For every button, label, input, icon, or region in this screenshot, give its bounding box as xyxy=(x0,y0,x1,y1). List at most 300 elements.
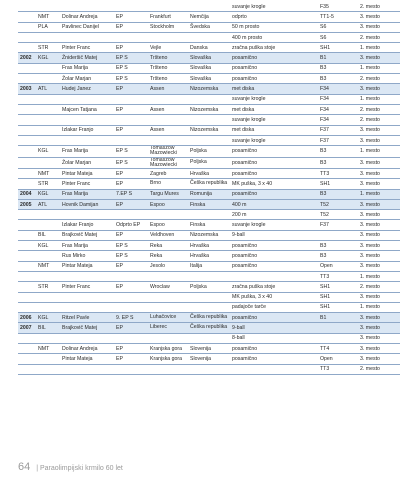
city-cell xyxy=(148,135,188,145)
name-cell: Fras Marija xyxy=(60,146,114,157)
event-cell xyxy=(114,364,148,374)
club-cell: PLA xyxy=(36,22,60,32)
results-table xyxy=(18,2,400,375)
discipline-cell: posamično xyxy=(230,53,318,63)
country-cell: Češka republika xyxy=(188,179,230,189)
class-cell: TT3 xyxy=(318,271,358,281)
event-cell xyxy=(114,271,148,281)
city-cell: Reka xyxy=(148,251,188,261)
club-cell xyxy=(36,157,60,168)
country-cell xyxy=(188,2,230,12)
city-cell: Tršteno xyxy=(148,53,188,63)
city-cell: Assen xyxy=(148,104,188,114)
city-cell xyxy=(148,32,188,42)
name-cell: Dolinar Andreja xyxy=(60,12,114,22)
club-cell: NMT xyxy=(36,261,60,271)
name-cell: Izlakar Franjo xyxy=(60,125,114,135)
country-cell: Slovenija xyxy=(188,354,230,364)
year-cell xyxy=(18,292,36,302)
city-cell: Stockholm xyxy=(148,22,188,32)
place-cell: 3. mesto xyxy=(358,354,400,364)
year-cell xyxy=(18,282,36,292)
place-cell: 3. mesto xyxy=(358,22,400,32)
city-cell: Tršteno xyxy=(148,74,188,84)
event-cell: EP xyxy=(114,323,148,333)
country-cell xyxy=(188,32,230,42)
name-cell xyxy=(60,271,114,281)
name-cell: Brajkovič Matej xyxy=(60,323,114,333)
name-cell: Pintar Mateja xyxy=(60,354,114,364)
discipline-cell: posamično xyxy=(230,354,318,364)
name-cell: Fras Marija xyxy=(60,189,114,199)
name-cell: Pinter Franc xyxy=(60,179,114,189)
year-cell xyxy=(18,261,36,271)
place-cell: 3. mesto xyxy=(358,241,400,251)
name-cell: Pinter Franc xyxy=(60,43,114,53)
city-cell: Tomaszów Mazowiecki xyxy=(148,157,188,168)
table-row xyxy=(18,282,400,292)
table-row xyxy=(18,125,400,135)
city-cell: Luhačovice xyxy=(148,313,188,323)
year-cell xyxy=(18,146,36,157)
place-cell: 3. mesto xyxy=(358,251,400,261)
discipline-cell: padajoče tarče xyxy=(230,302,318,312)
club-cell xyxy=(36,364,60,374)
class-cell: B3 xyxy=(318,241,358,251)
class-cell: B3 xyxy=(318,251,358,261)
city-cell: Veldhoven xyxy=(148,230,188,240)
table-row xyxy=(18,157,400,168)
class-cell: T52 xyxy=(318,210,358,220)
place-cell: 3. mesto xyxy=(358,333,400,343)
city-cell: Vejle xyxy=(148,43,188,53)
footer-separator: | xyxy=(36,465,39,472)
class-cell: F34 xyxy=(318,84,358,94)
country-cell: Italija xyxy=(188,261,230,271)
class-cell: F34 xyxy=(318,115,358,125)
event-cell: EP xyxy=(114,104,148,114)
year-cell xyxy=(18,115,36,125)
discipline-cell: posamično xyxy=(230,313,318,323)
event-cell: EP xyxy=(114,168,148,178)
discipline-cell: posamično xyxy=(230,168,318,178)
class-cell xyxy=(318,323,358,333)
country-cell: Romunija xyxy=(188,189,230,199)
place-cell: 3. mesto xyxy=(358,168,400,178)
discipline-cell: posamično xyxy=(230,344,318,354)
class-cell: TT3 xyxy=(318,168,358,178)
name-cell: Fras Marija xyxy=(60,63,114,73)
table-row xyxy=(18,333,400,343)
place-cell: 3. mesto xyxy=(358,157,400,168)
class-cell xyxy=(318,333,358,343)
class-cell: SH1 xyxy=(318,43,358,53)
class-cell: S6 xyxy=(318,22,358,32)
discipline-cell: posamično xyxy=(230,74,318,84)
class-cell: TT3 xyxy=(318,364,358,374)
table-row xyxy=(18,302,400,312)
name-cell: Pavlinec Danijel xyxy=(60,22,114,32)
city-cell: Brno xyxy=(148,179,188,189)
class-cell: F34 xyxy=(318,104,358,114)
club-cell: NMT xyxy=(36,168,60,178)
event-cell xyxy=(114,210,148,220)
class-cell: B3 xyxy=(318,157,358,168)
year-cell xyxy=(18,74,36,84)
name-cell: Dolinar Andreja xyxy=(60,344,114,354)
place-cell: 3. mesto xyxy=(358,199,400,209)
discipline-cell: posamično xyxy=(230,146,318,157)
country-cell xyxy=(188,271,230,281)
city-cell: Frankfurt xyxy=(148,12,188,22)
table-row xyxy=(18,146,400,157)
country-cell: Švedska xyxy=(188,22,230,32)
place-cell: 3. mesto xyxy=(358,344,400,354)
year-cell xyxy=(18,230,36,240)
country-cell: Nizozemska xyxy=(188,230,230,240)
table-row xyxy=(18,220,400,230)
discipline-cell: 400 m xyxy=(230,199,318,209)
city-cell: Assen xyxy=(148,84,188,94)
city-cell xyxy=(148,94,188,104)
place-cell: 1. mesto xyxy=(358,63,400,73)
event-cell: EP xyxy=(114,199,148,209)
discipline-cell xyxy=(230,271,318,281)
event-cell: EP xyxy=(114,12,148,22)
club-cell xyxy=(36,271,60,281)
year-cell: 2007 xyxy=(18,323,36,333)
year-cell xyxy=(18,241,36,251)
city-cell xyxy=(148,2,188,12)
event-cell: EP xyxy=(114,261,148,271)
club-cell xyxy=(36,354,60,364)
table-row xyxy=(18,32,400,42)
discipline-cell: posamično xyxy=(230,241,318,251)
table-row xyxy=(18,2,400,12)
discipline-cell: zračna puška stoje xyxy=(230,282,318,292)
table-row xyxy=(18,241,400,251)
name-cell: Pinter Franc xyxy=(60,282,114,292)
club-cell: KGL xyxy=(36,146,60,157)
class-cell: SH1 xyxy=(318,282,358,292)
city-cell xyxy=(148,364,188,374)
class-cell: B3 xyxy=(318,146,358,157)
club-cell xyxy=(36,302,60,312)
class-cell: B3 xyxy=(318,63,358,73)
discipline-cell: MK puška, 3 x 40 xyxy=(230,292,318,302)
table-row xyxy=(18,251,400,261)
event-cell: EP xyxy=(114,125,148,135)
club-cell: KGL xyxy=(36,53,60,63)
event-cell: EP S xyxy=(114,53,148,63)
discipline-cell: 9-ball xyxy=(230,323,318,333)
name-cell: Brajkovič Matej xyxy=(60,230,114,240)
event-cell: EP xyxy=(114,84,148,94)
event-cell: EP S xyxy=(114,241,148,251)
class-cell: SH1 xyxy=(318,179,358,189)
table-row xyxy=(18,230,400,240)
year-cell: 2006 xyxy=(18,313,36,323)
club-cell: BIL xyxy=(36,323,60,333)
club-cell: BIL xyxy=(36,230,60,240)
year-cell xyxy=(18,168,36,178)
country-cell: Češka republika xyxy=(188,323,230,333)
event-cell xyxy=(114,302,148,312)
table-row xyxy=(18,199,400,209)
class-cell: B3 xyxy=(318,74,358,84)
city-cell: Tršteno xyxy=(148,63,188,73)
table-row xyxy=(18,271,400,281)
place-cell: 3. mesto xyxy=(358,313,400,323)
table-row xyxy=(18,261,400,271)
club-cell xyxy=(36,135,60,145)
class-cell: F37 xyxy=(318,125,358,135)
year-cell xyxy=(18,364,36,374)
country-cell: Poljska xyxy=(188,282,230,292)
table-row xyxy=(18,115,400,125)
year-cell xyxy=(18,220,36,230)
class-cell: SH1 xyxy=(318,292,358,302)
class-cell xyxy=(318,230,358,240)
name-cell: Izlakar Franjo xyxy=(60,220,114,230)
year-cell xyxy=(18,43,36,53)
page-number: 64 xyxy=(18,461,31,473)
city-cell xyxy=(148,210,188,220)
name-cell: Žolar Marjan xyxy=(60,74,114,84)
year-cell xyxy=(18,157,36,168)
city-cell: Tomaszów Mazowiecki xyxy=(148,146,188,157)
event-cell xyxy=(114,333,148,343)
city-cell: Kranjska gora xyxy=(148,354,188,364)
place-cell: 3. mesto xyxy=(358,220,400,230)
name-cell xyxy=(60,364,114,374)
discipline-cell: suvanje krogle xyxy=(230,115,318,125)
year-cell xyxy=(18,333,36,343)
city-cell: Jesolo xyxy=(148,261,188,271)
year-cell xyxy=(18,271,36,281)
country-cell: Nemčija xyxy=(188,12,230,22)
table-row xyxy=(18,179,400,189)
year-cell: 2004 xyxy=(18,189,36,199)
event-cell xyxy=(114,135,148,145)
discipline-cell: posamično xyxy=(230,189,318,199)
table-row xyxy=(18,43,400,53)
name-cell: Hovnik Damijan xyxy=(60,199,114,209)
table-row xyxy=(18,84,400,94)
name-cell xyxy=(60,292,114,302)
table-row xyxy=(18,292,400,302)
place-cell: 3. mesto xyxy=(358,230,400,240)
place-cell: 1. mesto xyxy=(358,43,400,53)
name-cell xyxy=(60,333,114,343)
event-cell: EP xyxy=(114,344,148,354)
country-cell: Poljska xyxy=(188,157,230,168)
class-cell: F34 xyxy=(318,94,358,104)
club-cell: NMT xyxy=(36,12,60,22)
name-cell: Rus Mirko xyxy=(60,251,114,261)
year-cell: 2005 xyxy=(18,199,36,209)
table-row xyxy=(18,12,400,22)
year-cell xyxy=(18,22,36,32)
discipline-cell: 400 m prosto xyxy=(230,32,318,42)
name-cell xyxy=(60,135,114,145)
club-cell xyxy=(36,251,60,261)
discipline-cell: 50 m prosto xyxy=(230,22,318,32)
event-cell xyxy=(114,292,148,302)
discipline-cell: suvanje krogle xyxy=(230,135,318,145)
place-cell: 2. mesto xyxy=(358,364,400,374)
place-cell: 3. mesto xyxy=(358,84,400,94)
club-cell: KGL xyxy=(36,241,60,251)
discipline-cell: zračna puška stoje xyxy=(230,43,318,53)
page-footer xyxy=(18,461,123,473)
country-cell: Slovaška xyxy=(188,53,230,63)
club-cell: STR xyxy=(36,282,60,292)
discipline-cell: posamično xyxy=(230,251,318,261)
city-cell xyxy=(148,115,188,125)
class-cell: Open xyxy=(318,261,358,271)
table-row xyxy=(18,63,400,73)
name-cell: Majcen Tatjana xyxy=(60,104,114,114)
table-row xyxy=(18,189,400,199)
event-cell: EP xyxy=(114,282,148,292)
city-cell: Kranjska gora xyxy=(148,344,188,354)
country-cell: Nizozemska xyxy=(188,84,230,94)
country-cell: Nizozemska xyxy=(188,125,230,135)
discipline-cell: MK puška, 3 x 40 xyxy=(230,179,318,189)
club-cell xyxy=(36,220,60,230)
country-cell: Poljska xyxy=(188,146,230,157)
year-cell xyxy=(18,12,36,22)
place-cell: 2. mesto xyxy=(358,282,400,292)
year-cell xyxy=(18,135,36,145)
name-cell xyxy=(60,32,114,42)
name-cell xyxy=(60,2,114,12)
name-cell: Hudej Janez xyxy=(60,84,114,94)
event-cell: 7.EP S xyxy=(114,189,148,199)
table-row xyxy=(18,354,400,364)
club-cell: KGL xyxy=(36,313,60,323)
table-row xyxy=(18,94,400,104)
club-cell xyxy=(36,292,60,302)
table-row xyxy=(18,53,400,63)
city-cell xyxy=(148,292,188,302)
country-cell xyxy=(188,135,230,145)
country-cell: Hrvaška xyxy=(188,251,230,261)
book-title: Paraolimpijski krmilo 60 let xyxy=(39,465,123,472)
discipline-cell: 8-ball xyxy=(230,333,318,343)
club-cell xyxy=(36,74,60,84)
club-cell: STR xyxy=(36,179,60,189)
year-cell xyxy=(18,2,36,12)
country-cell xyxy=(188,210,230,220)
name-cell: Žnideršič Matej xyxy=(60,53,114,63)
place-cell: 1. mesto xyxy=(358,302,400,312)
discipline-cell: 200 m xyxy=(230,210,318,220)
year-cell xyxy=(18,94,36,104)
name-cell xyxy=(60,302,114,312)
place-cell: 3. mesto xyxy=(358,323,400,333)
class-cell: Open xyxy=(318,354,358,364)
city-cell: Targu Mures xyxy=(148,189,188,199)
name-cell: Pintar Mateja xyxy=(60,168,114,178)
year-cell xyxy=(18,125,36,135)
class-cell: SH1 xyxy=(318,302,358,312)
class-cell: S6 xyxy=(318,32,358,42)
event-cell xyxy=(114,2,148,12)
country-cell: Slovaška xyxy=(188,63,230,73)
discipline-cell: posamično xyxy=(230,63,318,73)
year-cell xyxy=(18,302,36,312)
discipline-cell: met diska xyxy=(230,104,318,114)
event-cell xyxy=(114,32,148,42)
discipline-cell: 9-ball xyxy=(230,230,318,240)
name-cell xyxy=(60,115,114,125)
event-cell xyxy=(114,115,148,125)
place-cell: 3. mesto xyxy=(358,53,400,63)
place-cell: 2. mesto xyxy=(358,2,400,12)
class-cell: TT1-5 xyxy=(318,12,358,22)
place-cell: 3. mesto xyxy=(358,179,400,189)
class-cell: F37 xyxy=(318,220,358,230)
discipline-cell: suvanje krogle xyxy=(230,220,318,230)
event-cell: EP S xyxy=(114,146,148,157)
club-cell: ATL xyxy=(36,199,60,209)
table-row xyxy=(18,344,400,354)
year-cell xyxy=(18,354,36,364)
club-cell xyxy=(36,125,60,135)
country-cell: Češka republika xyxy=(188,313,230,323)
club-cell xyxy=(36,104,60,114)
class-cell: B1 xyxy=(318,53,358,63)
place-cell: 1. mesto xyxy=(358,146,400,157)
country-cell xyxy=(188,292,230,302)
year-cell xyxy=(18,251,36,261)
year-cell xyxy=(18,63,36,73)
club-cell xyxy=(36,210,60,220)
country-cell xyxy=(188,333,230,343)
table-row xyxy=(18,313,400,323)
name-cell xyxy=(60,210,114,220)
city-cell xyxy=(148,333,188,343)
discipline-cell: suvanje krogle xyxy=(230,2,318,12)
club-cell xyxy=(36,333,60,343)
city-cell xyxy=(148,271,188,281)
place-cell: 1. mesto xyxy=(358,189,400,199)
table-row xyxy=(18,364,400,374)
city-cell: Liberec xyxy=(148,323,188,333)
name-cell: Žolar Marjan xyxy=(60,157,114,168)
country-cell: Danska xyxy=(188,43,230,53)
city-cell: Reka xyxy=(148,241,188,251)
club-cell xyxy=(36,115,60,125)
discipline-cell: met diska xyxy=(230,84,318,94)
discipline-cell: odprto xyxy=(230,12,318,22)
table-row xyxy=(18,323,400,333)
name-cell xyxy=(60,94,114,104)
results-table-body xyxy=(18,2,400,374)
place-cell: 3. mesto xyxy=(358,135,400,145)
place-cell: 3. mesto xyxy=(358,12,400,22)
club-cell xyxy=(36,2,60,12)
place-cell: 2. mesto xyxy=(358,32,400,42)
club-cell: KGL xyxy=(36,189,60,199)
place-cell: 3. mesto xyxy=(358,210,400,220)
class-cell: F35 xyxy=(318,2,358,12)
class-cell: B1 xyxy=(318,313,358,323)
event-cell: EP S xyxy=(114,74,148,84)
year-cell xyxy=(18,179,36,189)
